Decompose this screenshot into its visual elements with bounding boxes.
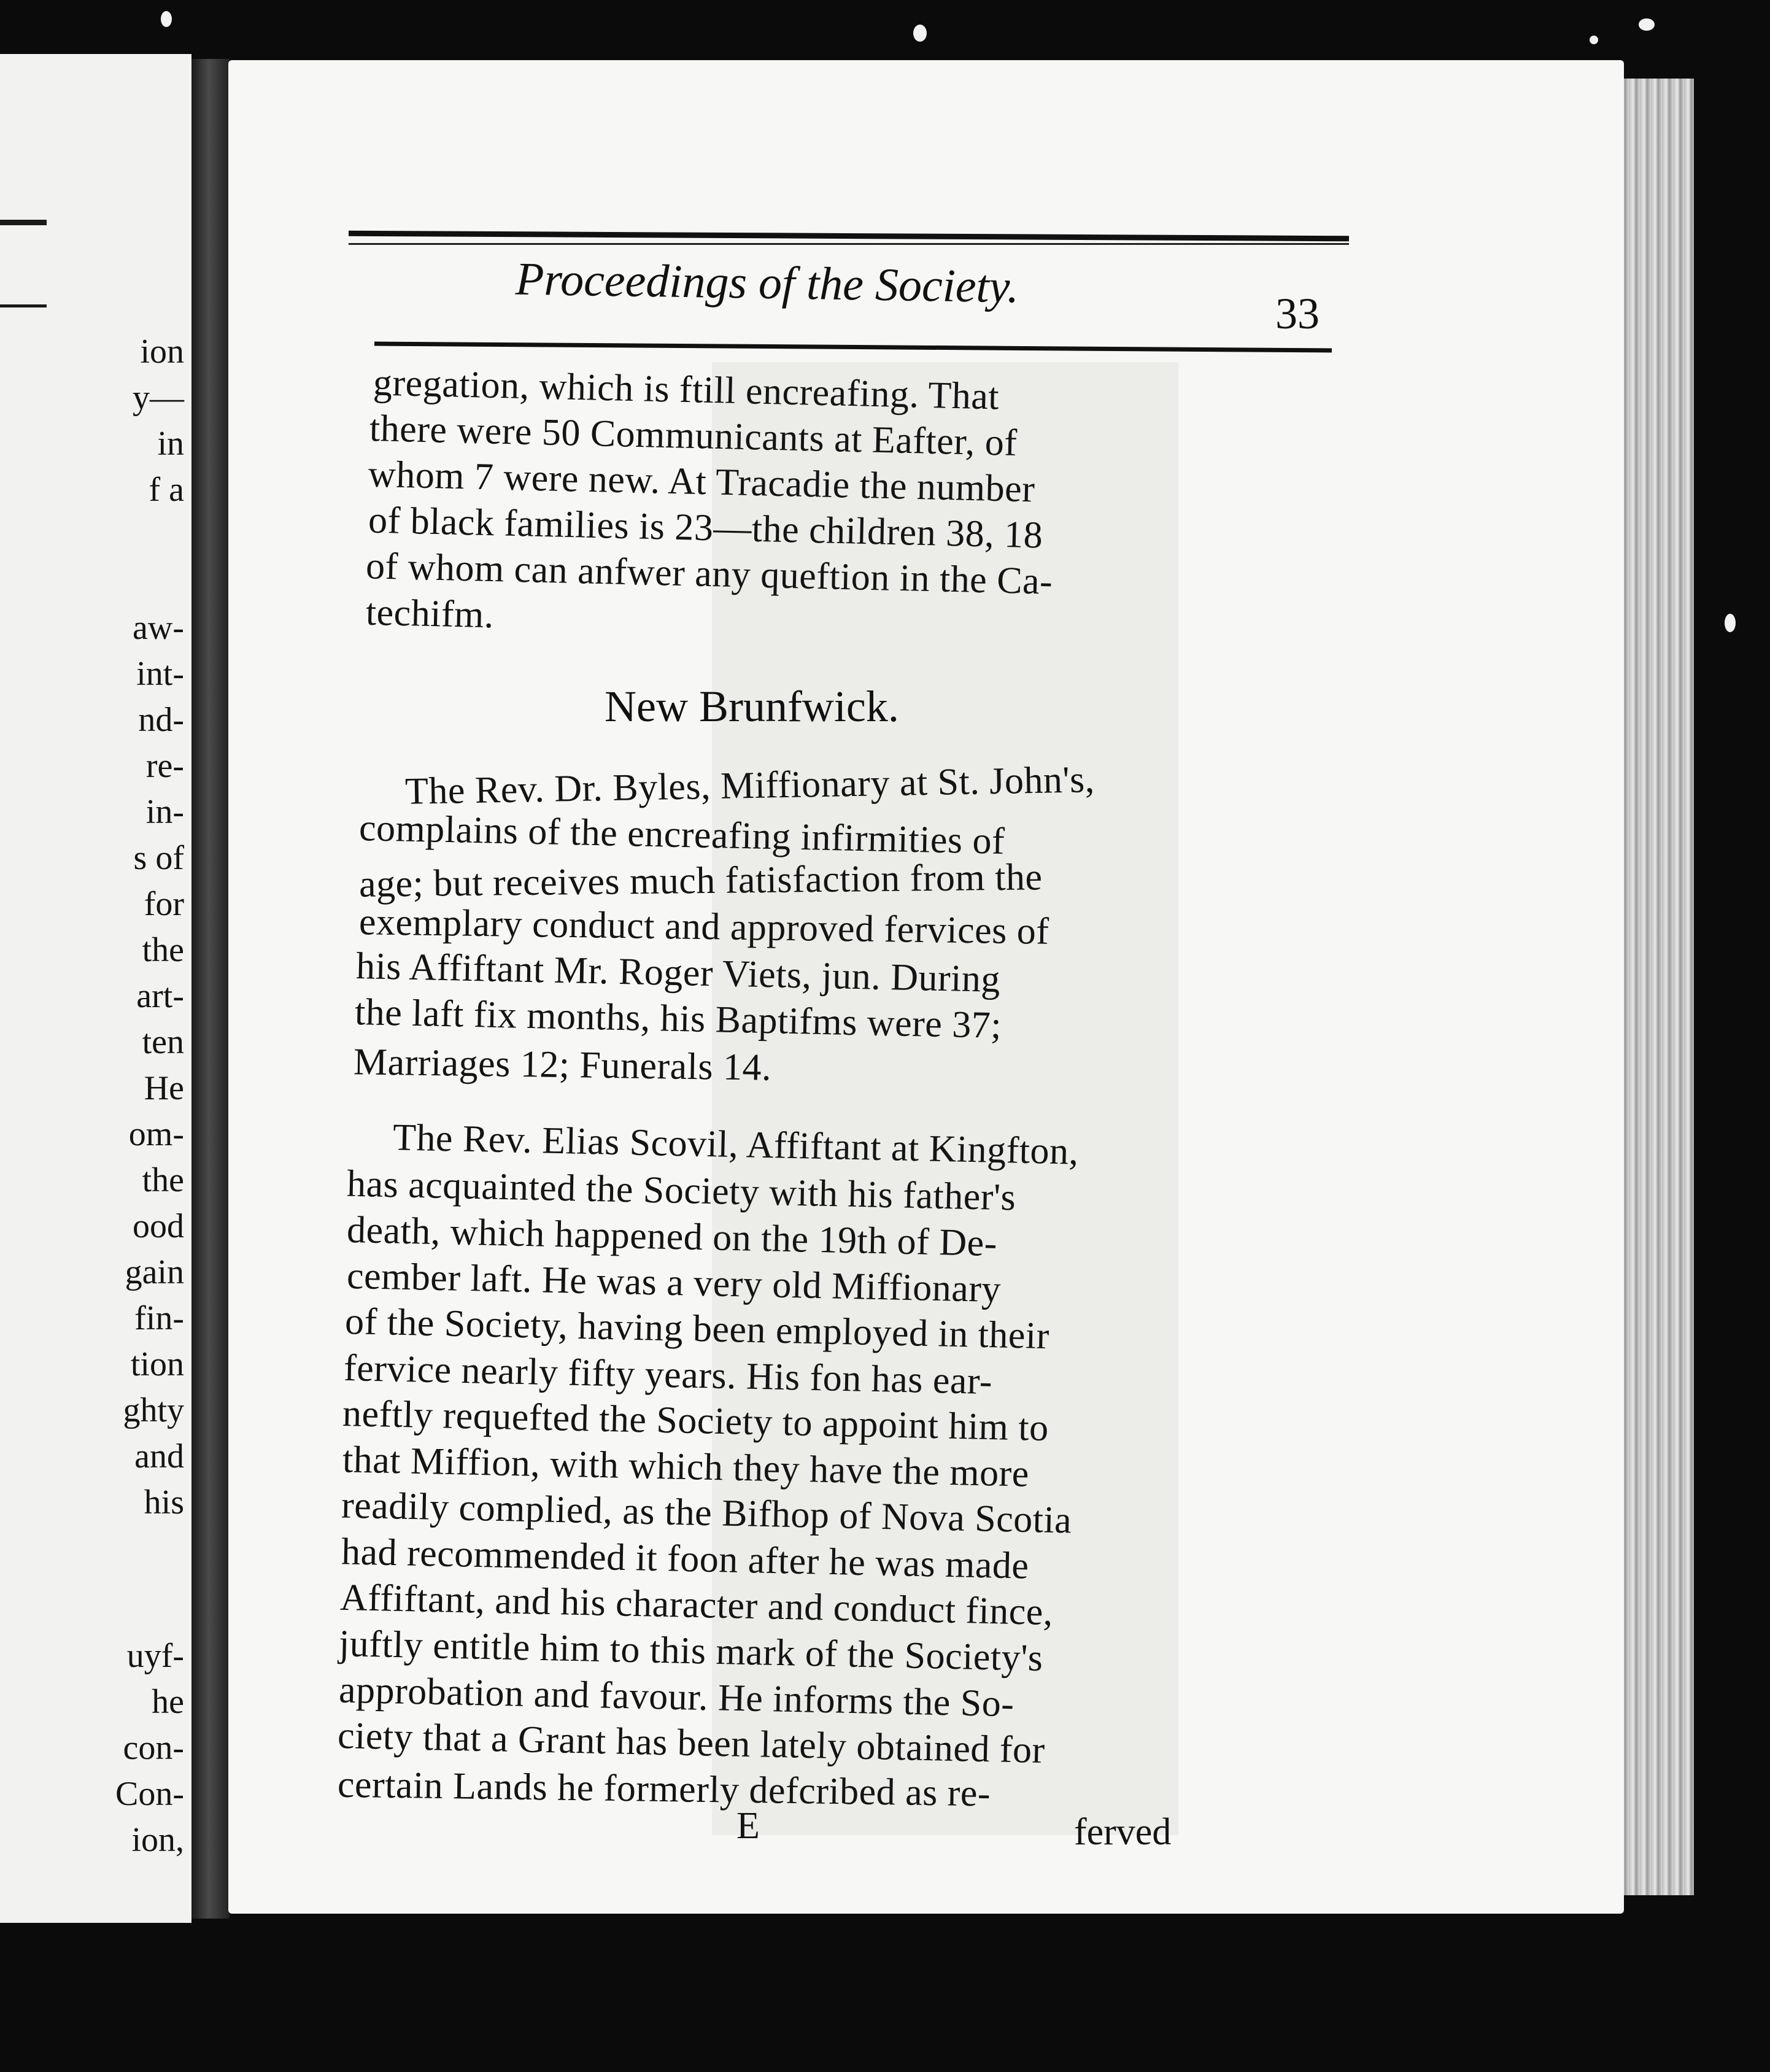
- left-page-line: y—: [133, 379, 184, 417]
- text-line: The Rev. Dr. Byles, Miffionary at St. John's,: [404, 759, 1096, 813]
- left-page-line: f a: [149, 471, 184, 509]
- left-page-line: for: [144, 885, 184, 923]
- text-line: readily complied, as the Bifhop of Nova Scotia: [341, 1484, 1072, 1542]
- left-page-line: ghty: [123, 1391, 184, 1429]
- text-line: juftly entitle him to this mark of the Society's: [338, 1622, 1044, 1680]
- text-line: the laft fix months, his Baptifms were 37;: [354, 991, 1002, 1047]
- text-line: his Affiftant Mr. Roger Viets, jun. During: [355, 945, 1001, 1000]
- left-page-line: s of: [133, 839, 184, 877]
- section-heading: New Brunfwick.: [605, 682, 899, 731]
- text-line: has acquainted the Society with his father's: [346, 1162, 1016, 1219]
- text-line: techifm.: [365, 591, 495, 636]
- text-line: of black families is 23—the children 38, 18: [368, 499, 1043, 557]
- left-page-line: in-: [145, 793, 184, 831]
- text-line: cember laft. He was a very old Miffionary: [346, 1254, 1002, 1311]
- text-line: The Rev. Elias Scovil, Affiftant at Kingfton,: [392, 1116, 1080, 1173]
- text-line: complains of the encreafing infirmities of: [358, 806, 1005, 863]
- left-facing-page: [0, 54, 191, 1923]
- left-page-line: the: [142, 1161, 184, 1199]
- text-line: gregation, which is ftill encreafing. That: [373, 361, 1000, 418]
- left-page-line: his: [144, 1483, 184, 1521]
- signature-mark: E: [736, 1805, 760, 1847]
- book-gutter: [191, 59, 230, 1919]
- left-page-line: he: [152, 1683, 184, 1721]
- left-page-line: re-: [145, 747, 184, 785]
- text-line: had recommended it foon after he was made: [341, 1531, 1030, 1587]
- running-head: Proceedings of the Society.: [515, 253, 1019, 313]
- text-line: there were 50 Communicants at Eafter, of: [369, 408, 1018, 464]
- dust-speck: [913, 25, 927, 42]
- dust-speck: [161, 11, 172, 27]
- dust-speck: [1725, 614, 1736, 632]
- text-line: certain Lands he formerly defcribed as re-: [337, 1763, 991, 1815]
- dust-speck: [1590, 36, 1598, 44]
- left-page-line: con-: [123, 1729, 184, 1767]
- left-page-line: the: [142, 931, 184, 969]
- left-page-line: ion,: [131, 1821, 184, 1859]
- text-line: of the Society, having been employed in their: [344, 1300, 1050, 1358]
- text-line: death, which happened on the 19th of De-: [346, 1208, 998, 1265]
- left-page-line: ood: [133, 1207, 184, 1245]
- text-line: Marriages 12; Funerals 14.: [353, 1041, 772, 1089]
- left-page-line: in: [157, 425, 184, 463]
- left-page-line: Con-: [115, 1775, 184, 1813]
- text-line: approbation and favour. He informs the So-: [338, 1669, 1015, 1725]
- left-page-line: aw-: [133, 609, 184, 647]
- left-page-line: He: [144, 1069, 184, 1107]
- left-page-line: fin-: [134, 1299, 184, 1337]
- left-page-rule: [0, 220, 47, 225]
- header-rule: [349, 243, 1349, 245]
- left-page-line: nd-: [138, 701, 184, 739]
- text-line: fervice nearly fifty years. His fon has ear-: [343, 1347, 993, 1403]
- text-line: whom 7 were new. At Tracadie the number: [368, 453, 1036, 511]
- page-number: 33: [1275, 289, 1320, 338]
- left-page-line: ion: [140, 333, 184, 371]
- left-page-line: uyf-: [126, 1637, 184, 1675]
- left-page-line: art-: [136, 977, 184, 1015]
- left-page-line: gain: [125, 1253, 184, 1291]
- text-line: that Miffion, with which they have the more: [342, 1439, 1030, 1495]
- catchword: ferved: [1074, 1811, 1172, 1853]
- text-line: exemplary conduct and approved fervices of: [358, 901, 1049, 953]
- left-page-rule: [0, 304, 47, 307]
- text-line: of whom can anfwer any queftion in the Ca-: [365, 545, 1054, 603]
- left-page-line: int-: [136, 655, 184, 693]
- text-line: Affiftant, and his character and conduct fince,: [339, 1576, 1054, 1634]
- text-line: age; but receives much fatisfaction from the: [358, 856, 1043, 905]
- left-page-line: tion: [130, 1345, 184, 1383]
- left-page-line: and: [134, 1437, 184, 1475]
- left-page-line: om-: [128, 1115, 184, 1153]
- text-line: ciety that a Grant has been lately obtained for: [337, 1714, 1046, 1772]
- text-line: neftly requefted the Society to appoint him to: [342, 1392, 1049, 1450]
- left-page-line: ten: [142, 1023, 184, 1061]
- dust-speck: [1639, 18, 1655, 31]
